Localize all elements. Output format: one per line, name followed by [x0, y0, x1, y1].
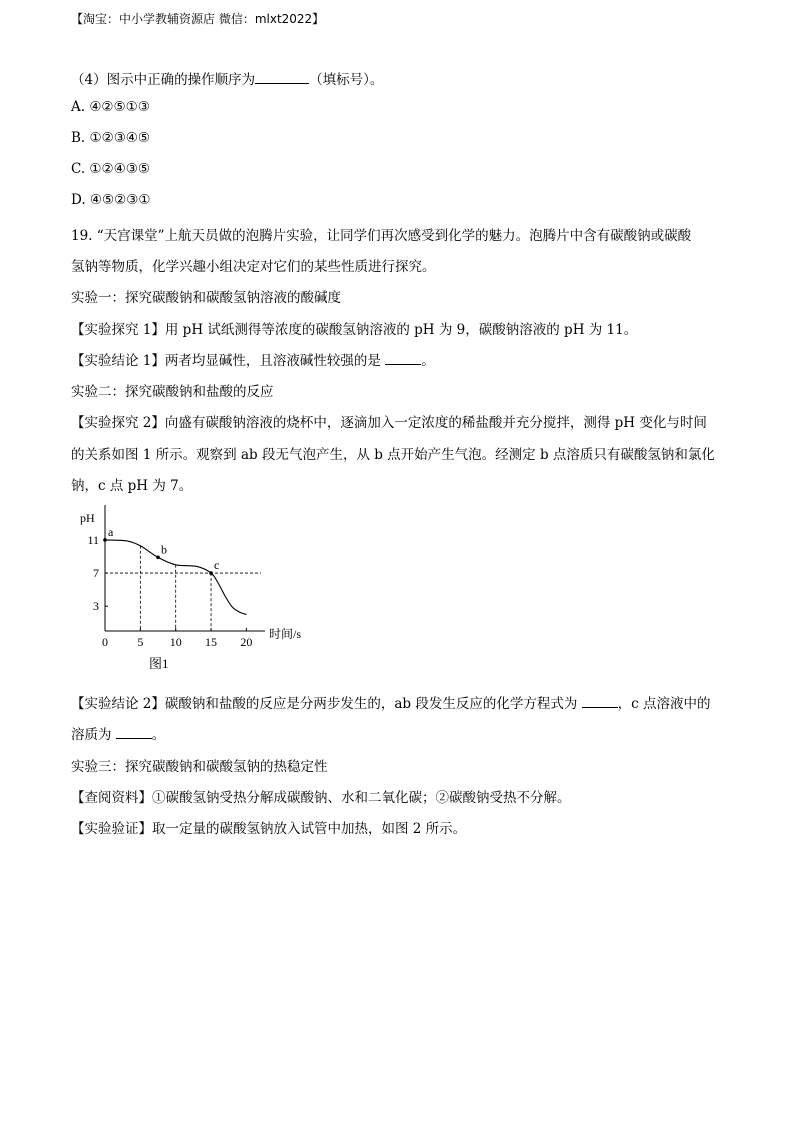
experiment-2-conclusion-2	[71, 723, 165, 743]
x-tick-label: 0	[102, 635, 108, 649]
answer-blank[interactable]	[116, 726, 152, 739]
option-c: C. ①②④③⑤	[71, 161, 150, 177]
experiment-verify: 【实验验证】取一定量的碳酸氢钠放入试管中加热，如图 2 所示。	[71, 821, 467, 837]
x-tick-label: 5	[137, 635, 144, 649]
conclusion-suffix: ，c 点溶液中的	[617, 696, 711, 712]
option-a: A. ④②⑤①③	[71, 99, 150, 115]
experiment-2-probe-3: 钠，c 点 pH 为 7。	[71, 478, 193, 494]
point-label-c: c	[214, 558, 220, 573]
q19-line-1: 19. “天宫课堂”上航天员做的泡腾片实验，让同学们再次感受到化学的魅力。泡腾片中含有碳酸钠或碳酸	[71, 228, 692, 244]
conclusion-text: 溶质为	[71, 727, 112, 743]
chart-svg	[70, 500, 330, 675]
experiment-1-title: 实验一：探究碳酸钠和碳酸氢钠溶液的酸碱度	[71, 290, 341, 306]
q4-text: （4）图示中正确的操作顺序为	[71, 72, 256, 88]
y-tick-label: 7	[93, 566, 99, 581]
q19-line-2: 氢钠等物质，化学兴趣小组决定对它们的某些性质进行探究。	[71, 259, 436, 275]
figure-caption: 图1	[149, 656, 169, 671]
conclusion-text: 【实验结论 1】两者均显碱性，且溶液碱性较强的是	[71, 353, 381, 369]
experiment-1-conclusion	[71, 349, 435, 369]
experiment-3-title: 实验三：探究碳酸钠和碳酸氢钠的热稳定性	[71, 759, 328, 775]
x-axis-label: 时间/s	[269, 627, 302, 641]
point-label-a: a	[108, 524, 114, 539]
x-tick-label: 20	[240, 635, 253, 649]
point-label-b: b	[161, 542, 168, 557]
q4-line	[71, 68, 383, 88]
conclusion-suffix: 。	[421, 353, 435, 369]
answer-blank[interactable]	[582, 695, 618, 708]
reference-info: 【查阅资料】①碳酸氢钠受热分解成碳酸钠、水和二氧化碳；②碳酸钠受热不分解。	[71, 790, 571, 806]
y-tick-label: 11	[87, 532, 99, 547]
experiment-2-title: 实验二：探究碳酸钠和盐酸的反应	[71, 384, 274, 400]
conclusion-text: 【实验结论 2】碳酸钠和盐酸的反应是分两步发生的，ab 段发生反应的化学方程式为	[71, 696, 578, 712]
option-d: D. ④⑤②③①	[71, 192, 151, 208]
watermark-header: 【淘宝：中小学教辅资源店 微信：mlxt2022】	[71, 12, 325, 26]
answer-blank[interactable]	[255, 71, 309, 84]
conclusion-suffix: 。	[151, 727, 166, 743]
q4-suffix: （填标号）。	[309, 72, 384, 88]
point-b	[156, 556, 160, 560]
option-b: B. ①②③④⑤	[71, 130, 151, 146]
answer-blank[interactable]	[385, 352, 421, 365]
y-tick-label: 3	[93, 599, 99, 614]
experiment-2-probe-2: 的关系如图 1 所示。观察到 ab 段无气泡产生，从 b 点开始产生气泡。经测定 b 点溶质只有碳酸氢钠和氯化	[71, 447, 715, 463]
ph-time-chart	[70, 500, 330, 675]
point-c	[209, 571, 213, 575]
experiment-2-conclusion-1	[71, 692, 711, 712]
experiment-2-probe-1: 【实验探究 2】向盛有碳酸钠溶液的烧杯中，逐滴加入一定浓度的稀盐酸并充分搅拌，测得 pH 变化与时间	[71, 415, 707, 431]
experiment-1-probe: 【实验探究 1】用 pH 试纸测得等浓度的碳酸氢钠溶液的 pH 为 9，碳酸钠溶液的 pH 为 11。	[71, 322, 638, 338]
x-tick-label: 10	[169, 635, 182, 649]
x-tick-label: 15	[205, 635, 218, 649]
point-a	[103, 538, 107, 542]
y-axis-label: pH	[80, 511, 95, 525]
